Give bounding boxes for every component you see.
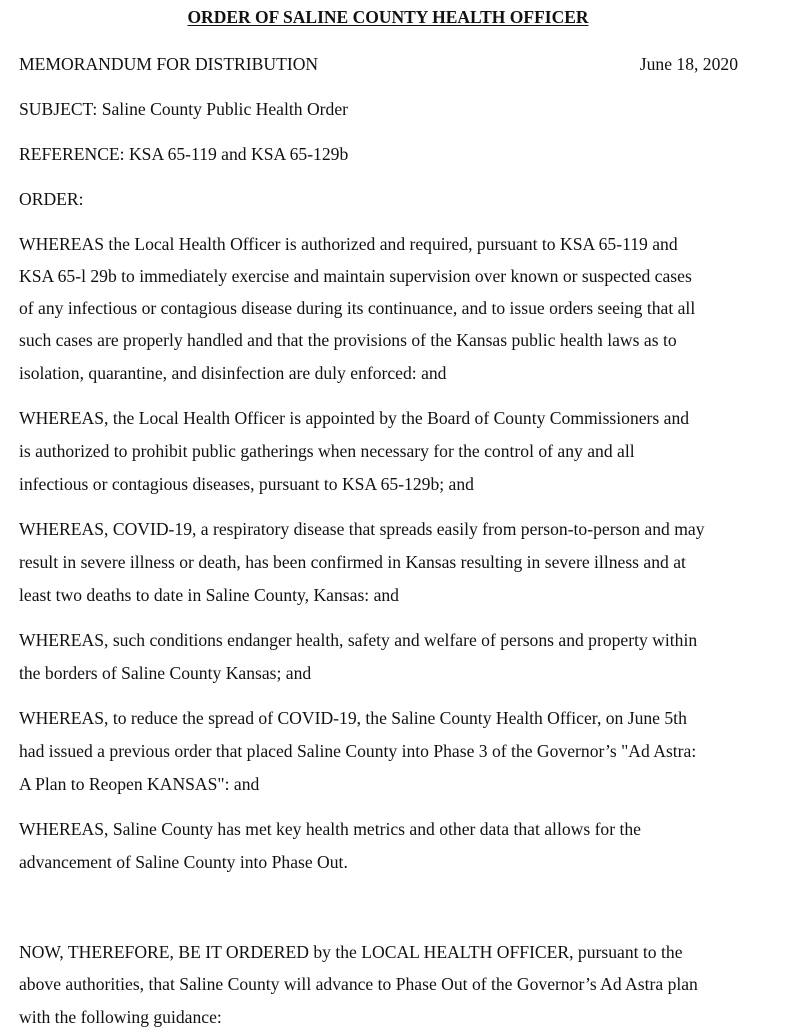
paragraph-line: of any infectious or contagious disease during its continuance, and to issue orders seeing that all <box>19 298 696 318</box>
paragraph-line: isolation, quarantine, and disinfection are duly enforced: and <box>19 363 447 383</box>
paragraph-line: the borders of Saline County Kansas; and <box>19 663 312 683</box>
subject-line: SUBJECT: Saline County Public Health Order <box>19 99 348 119</box>
paragraph-line: such cases are properly handled and that the provisions of the Kansas public health laws as to <box>19 330 677 350</box>
paragraph-line: advancement of Saline County into Phase Out. <box>19 852 348 872</box>
paragraph-line: KSA 65-l 29b to immediately exercise and maintain supervision over known or suspected cases <box>19 266 692 286</box>
memo-date: June 18, 2020 <box>639 54 738 74</box>
paragraph-line: had issued a previous order that placed Saline County into Phase 3 of the Governor’s "Ad Astra: <box>19 741 697 761</box>
paragraph-line: WHEREAS, COVID-19, a respiratory disease that spreads easily from person-to-person and may <box>19 519 705 539</box>
paragraph-line: above authorities, that Saline County will advance to Phase Out of the Governor’s Ad Astra plan <box>19 974 698 994</box>
paragraph-line: A Plan to Reopen KANSAS": and <box>19 774 260 794</box>
reference-line: REFERENCE: KSA 65-119 and KSA 65-129b <box>19 144 349 164</box>
paragraph-line: NOW, THEREFORE, BE IT ORDERED by the LOCAL HEALTH OFFICER, pursuant to the <box>19 942 683 962</box>
paragraph-line: WHEREAS the Local Health Officer is authorized and required, pursuant to KSA 65-119 and <box>19 234 678 254</box>
paragraph-line: WHEREAS, the Local Health Officer is appointed by the Board of County Commissioners and <box>19 408 690 428</box>
order-label: ORDER: <box>19 189 84 209</box>
paragraph-line: result in severe illness or death, has been confirmed in Kansas resulting in severe illness and at <box>19 552 686 572</box>
paragraph-line: WHEREAS, to reduce the spread of COVID-19, the Saline County Health Officer, on June 5th <box>19 708 687 728</box>
paragraph-line: with the following guidance: <box>19 1007 222 1027</box>
page-title: ORDER OF SALINE COUNTY HEALTH OFFICER <box>187 7 589 27</box>
memo-label: MEMORANDUM FOR DISTRIBUTION <box>19 54 319 74</box>
paragraph-line: least two deaths to date in Saline County, Kansas: and <box>19 585 399 605</box>
paragraph-line: is authorized to prohibit public gatherings when necessary for the control of any and all <box>19 441 635 461</box>
paragraph-line: infectious or contagious diseases, pursuant to KSA 65-129b; and <box>19 474 474 494</box>
paragraph-line: WHEREAS, Saline County has met key health metrics and other data that allows for the <box>19 819 641 839</box>
paragraph-line: WHEREAS, such conditions endanger health, safety and welfare of persons and property within <box>19 630 698 650</box>
